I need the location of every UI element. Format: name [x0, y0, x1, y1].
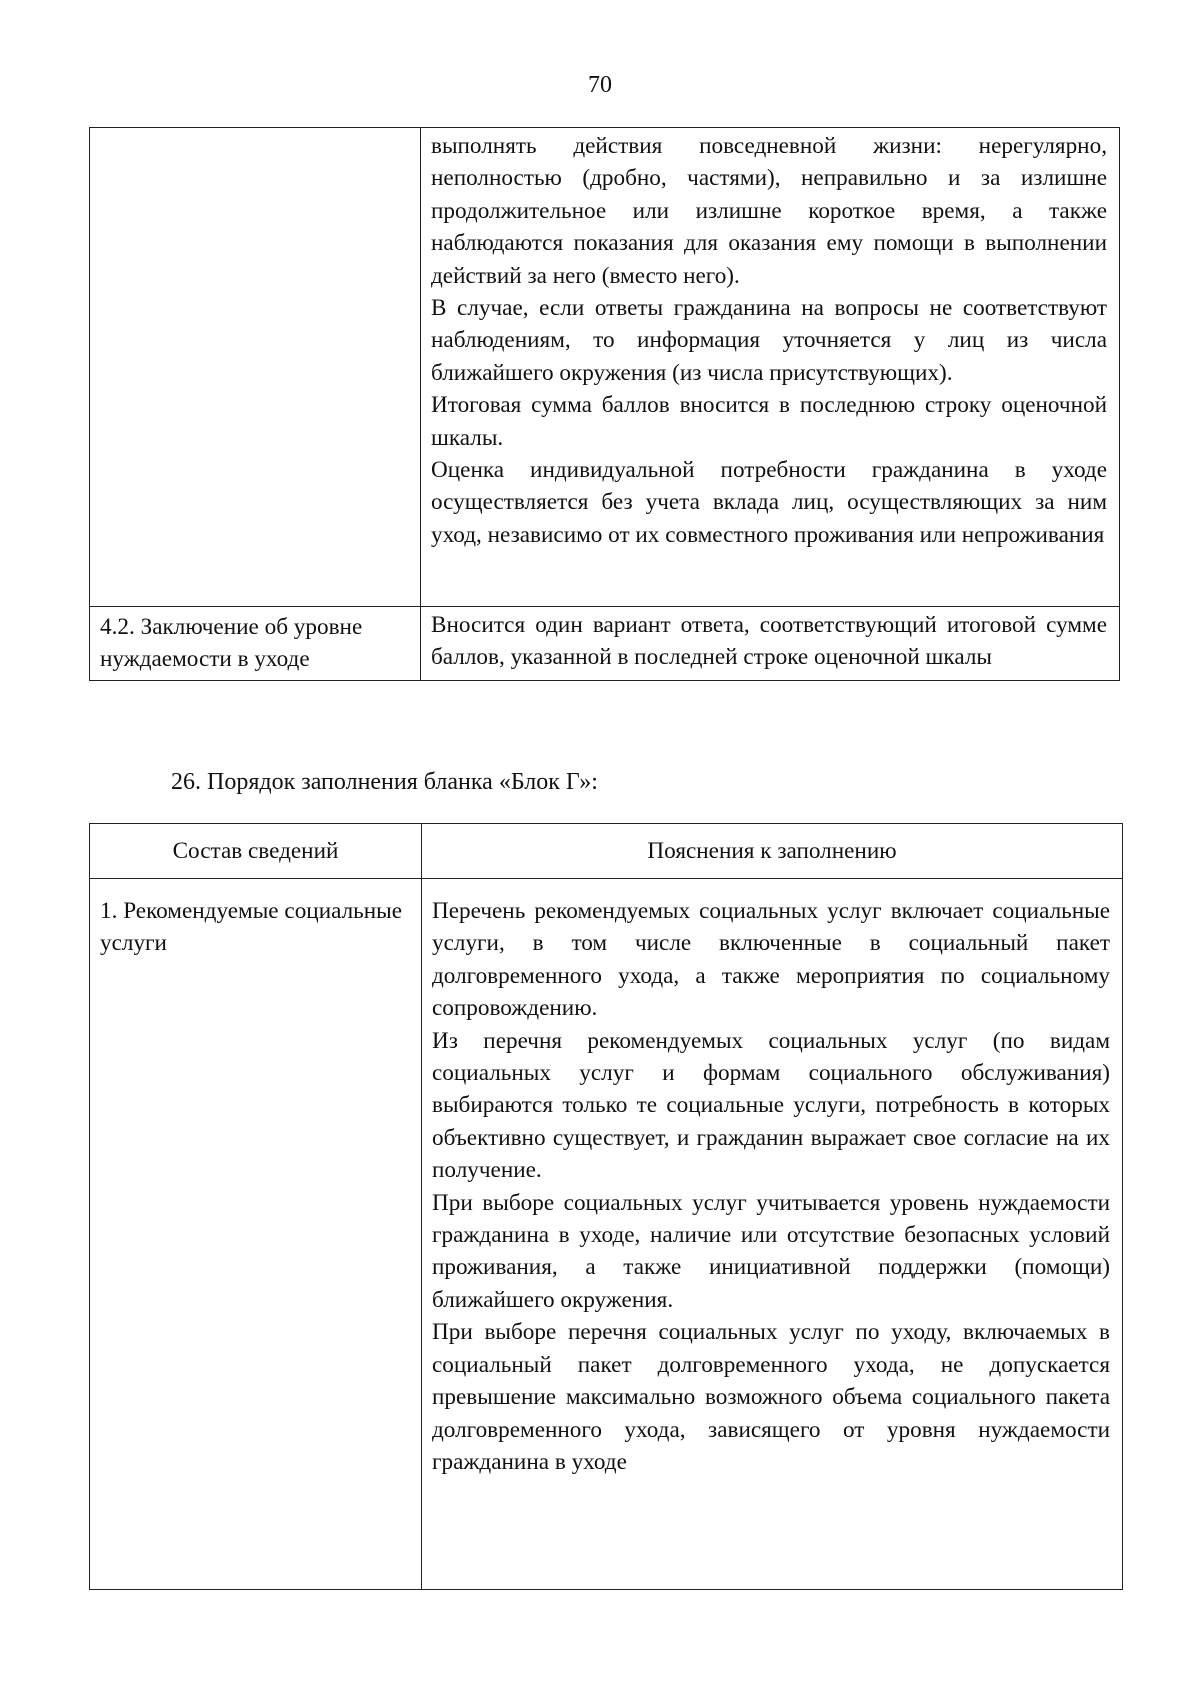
explanation-paragraph: Итоговая сумма баллов вносится в последнюю строку оценочной шкалы.: [431, 392, 1107, 451]
explanation-paragraph: Перечень рекомендуемых социальных услуг включает социальные услуги, в том числе включенные в социальный пакет долговременного ухода, а также мероприятия по социальному сопровождению.: [432, 898, 1110, 1022]
block-g-table: [89, 823, 1123, 1590]
explanation-paragraph: Вносится один вариант ответа, соответствующий итоговой сумме баллов, указанной в последней строке оценочной шкалы: [431, 612, 1107, 671]
explanation-paragraph: В случае, если ответы гражданина на вопросы не соответствуют наблюдениям, то информация уточняется у лиц из числа ближайшего окружения (из числа присутствующих).: [431, 295, 1107, 386]
page-number: 70: [588, 72, 612, 98]
table-cell-explanation: [421, 128, 1120, 607]
explanation-paragraph: выполнять действия повседневной жизни: нерегулярно, неполностью (дробно, частями), неправильно и за излишне продолжительное или излишне короткое время, а также наблюдаются показания для оказания ему помощи в выполнении действий за него (вместо него).: [431, 133, 1107, 289]
column-header-composition: Состав сведений: [90, 824, 422, 879]
explanation-paragraph: Оценка индивидуальной потребности гражданина в уходе осуществляется без учета вклада лиц, осуществляющих за ним уход, независимо от их совместного проживания или непроживания: [431, 457, 1107, 548]
table-cell-item: [90, 128, 421, 607]
table-cell-item: 4.2. Заключение об уровне нуждаемости в уходе: [90, 607, 421, 681]
section-heading: 26. Порядок заполнения бланка «Блок Г»:: [171, 769, 598, 795]
continuation-table: [89, 127, 1120, 681]
table-row: [90, 879, 1123, 1590]
table-cell-explanation: [422, 879, 1123, 1590]
column-header-explanation: Пояснения к заполнению: [422, 824, 1123, 879]
explanation-paragraph: Из перечня рекомендуемых социальных услуг (по видам социальных услуг и формам социального обслуживания) выбираются только те социальные услуги, потребность в которых объективно существует, и гражданин выражает свое согласие на их получение.: [432, 1027, 1110, 1184]
table-row: [90, 607, 1120, 681]
explanation-paragraph: При выборе социальных услуг учитывается уровень нуждаемости гражданина в уходе, наличие или отсутствие безопасных условий проживания, а также инициативной поддержки (помощи) ближайшего окружения.: [432, 1189, 1110, 1313]
explanation-paragraph: При выборе перечня социальных услуг по уходу, включаемых в социальный пакет долговременного ухода, не допускается превышение максимально возможного объема социального пакета долговременного ухода, зависящего от уровня нуждаемости гражданина в уходе: [432, 1319, 1110, 1475]
table-header-row: [90, 824, 1123, 879]
table-cell-explanation: [421, 607, 1120, 681]
table-row: [90, 128, 1120, 607]
table-cell-item: 1. Рекомендуемые социальные услуги: [90, 879, 422, 1590]
